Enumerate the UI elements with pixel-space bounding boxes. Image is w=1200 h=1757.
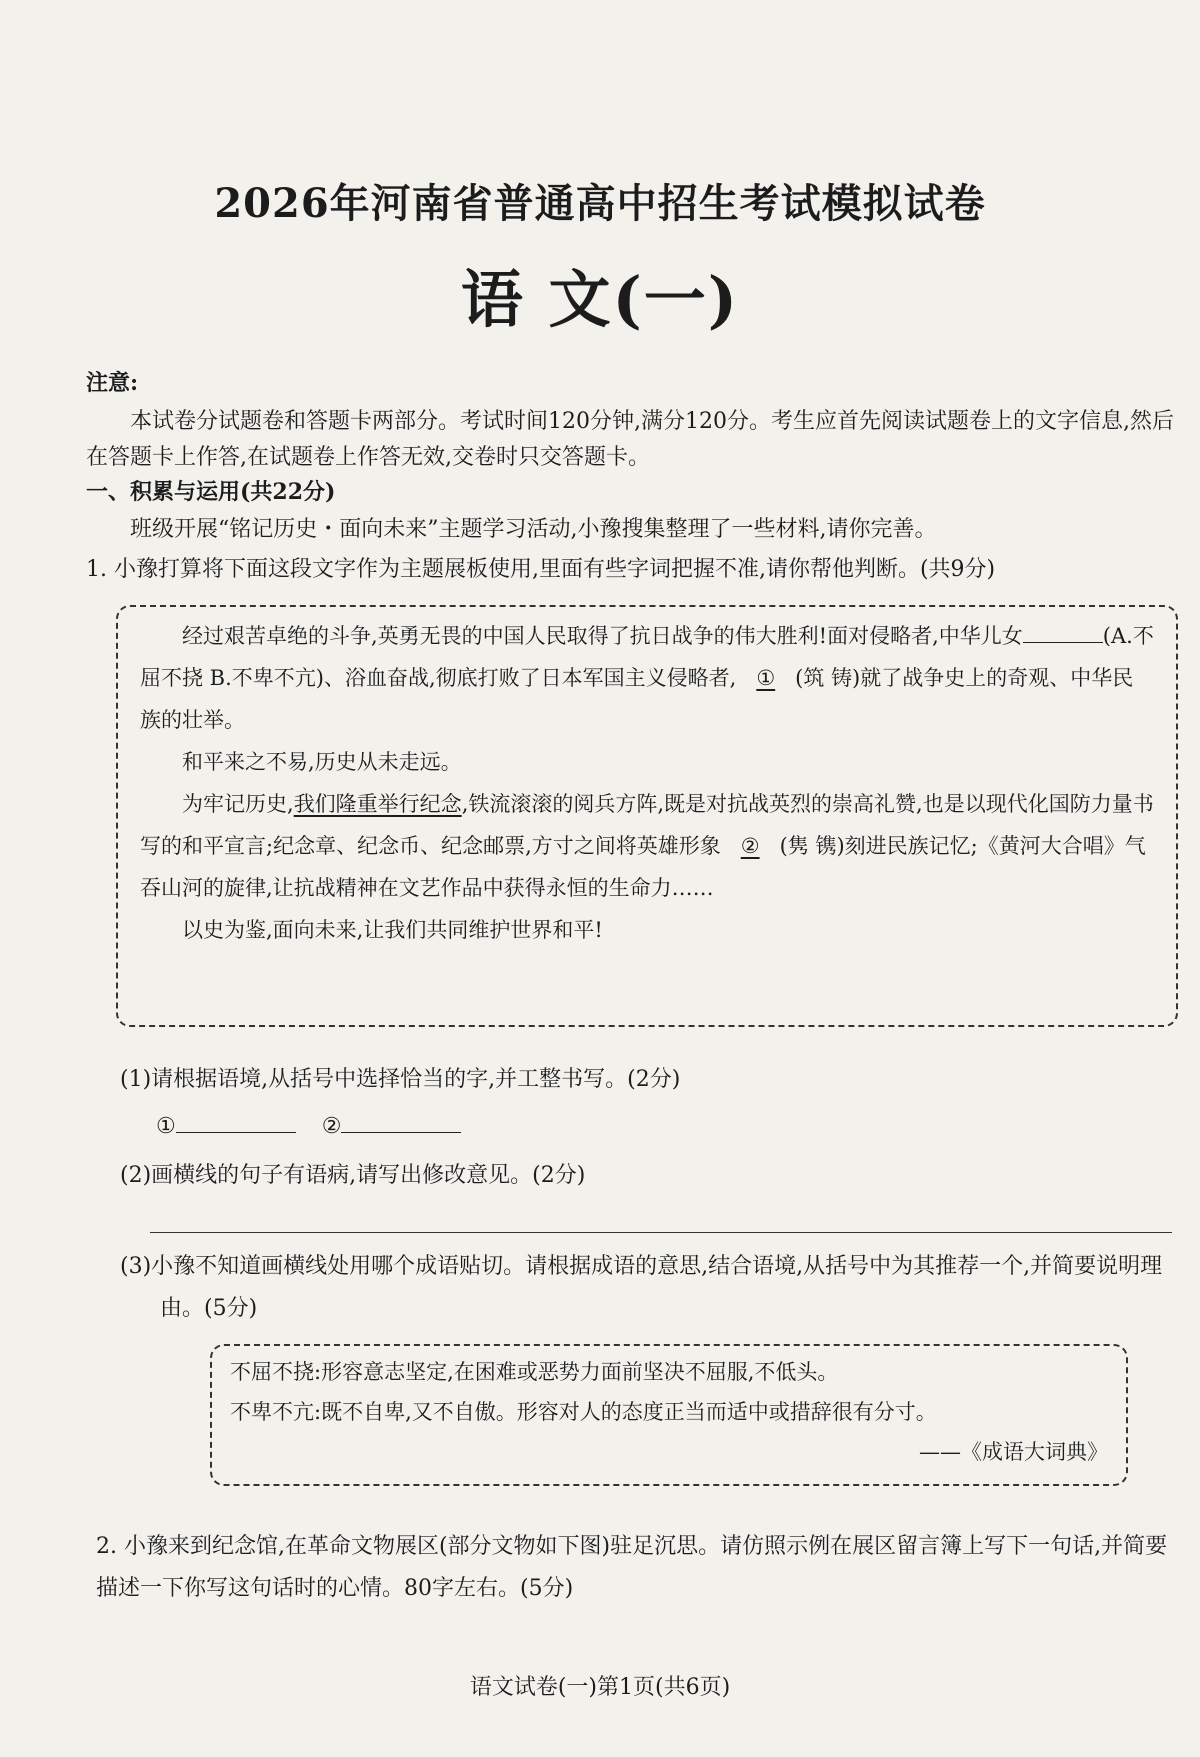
subject-title (0, 250, 1200, 339)
answer-1-label: ① (156, 1114, 176, 1139)
passage-paragraph-3 (140, 783, 1154, 909)
idiom-blank[interactable] (1023, 618, 1103, 643)
blank-2-marker: ② (740, 834, 760, 858)
q1-sub2: (2)画横线的句子有语病,请写出修改意见。(2分) (120, 1163, 586, 1188)
q2-stem-text: 2. 小豫来到纪念馆,在革命文物展区(部分文物如下图)驻足沉思。请仿照示例在展区留言簿上写下一句话,并简要描述一下你写这句话时的心情。80字左右。(5分) (96, 1534, 1168, 1601)
passage-p1-text-a: 经过艰苦卓绝的斗争,英勇无畏的中国人民取得了抗日战争的伟大胜利!面对侵略者,中华儿女 (182, 624, 1023, 648)
passage-paragraph-2: 和平来之不易,历史从未走远。 (182, 750, 462, 774)
notice-label: 注意: (86, 370, 139, 396)
subject-title-text: 语 文(一) (460, 263, 740, 336)
q1-sub3-text: (3)小豫不知道画横线处用哪个成语贴切。请根据成语的意思,结合语境,从括号中为其推荐一个,并简要说明理由。(5分) (120, 1254, 1163, 1321)
q1-sub1: (1)请根据语境,从括号中选择恰当的字,并工整书写。(2分) (120, 1067, 681, 1092)
passage-p1-text-c: (筑 铸)就了战争史上的奇观、中华民族的壮举。 (140, 666, 1134, 732)
passage-paragraph-4: 以史为鉴,面向未来,让我们共同维护世界和平! (182, 918, 603, 942)
passage-paragraph-1 (140, 615, 1154, 741)
q1-stem: 1. 小豫打算将下面这段文字作为主题展板使用,里面有些字词把握不准,请你帮他判断。(共9分) (86, 557, 996, 582)
idiom-definition-2: 不卑不亢:既不自卑,又不自傲。形容对人的态度正当而适中或措辞很有分寸。 (230, 1400, 937, 1424)
notice-text: 本试卷分试题卷和答题卡两部分。考试时间120分钟,满分120分。考生应首先阅读试题卷上的文字信息,然后在答题卡上作答,在试题卷上作答无效,交卷时只交答题卡。 (86, 409, 1174, 470)
passage-p3-text-c: (隽 镌)刻进民族记忆;《黄河大合唱》气吞山河的旋律,让抗战精神在文艺作品中获得永恒的生命力…… (140, 834, 1146, 900)
q1-passage-box (116, 605, 1178, 1027)
section1-intro: 班级开展“铭记历史・面向未来”主题学习活动,小豫搜集整理了一些材料,请你完善。 (130, 517, 937, 542)
section1-heading: 一、积累与运用(共22分) (86, 479, 336, 505)
answer-2-label: ② (321, 1114, 342, 1139)
blank-1-marker: ① (756, 666, 776, 690)
q1-sub2-answer-line[interactable] (150, 1232, 1172, 1233)
answer-1-field[interactable] (176, 1108, 296, 1133)
q2-stem (96, 1526, 1186, 1610)
passage-p3-text-b: ,铁流滚滚的阅兵方阵,既是对抗战英烈的崇高礼赞,也是以现代化国防力量书写的和平宣言;纪念章、纪念币、纪念邮票,方寸之间将英雄形象 (140, 792, 1154, 858)
idiom-definition-1: 不屈不挠:形容意志坚定,在困难或恶势力面前坚决不屈服,不低头。 (230, 1360, 839, 1384)
underlined-sentence: 我们隆重举行纪念 (293, 792, 462, 816)
idiom-source: ——《成语大词典》 (919, 1440, 1108, 1464)
q1-sub3 (120, 1246, 1176, 1330)
q1-sub1-answers (156, 1108, 461, 1145)
page-footer: 语文试卷(一)第1页(共6页) (469, 1675, 731, 1700)
answer-2-field[interactable] (341, 1108, 461, 1133)
passage-p1-text-b: (A.不屈不挠 B.不卑不亢)、浴血奋战,彻底打败了日本军国主义侵略者, (140, 624, 1154, 690)
idiom-definition-box (210, 1344, 1128, 1486)
passage-p3-text-a: 为牢记历史, (182, 792, 294, 816)
exam-title: 2026年河南省普通高中招生考试模拟试卷 (214, 180, 986, 227)
